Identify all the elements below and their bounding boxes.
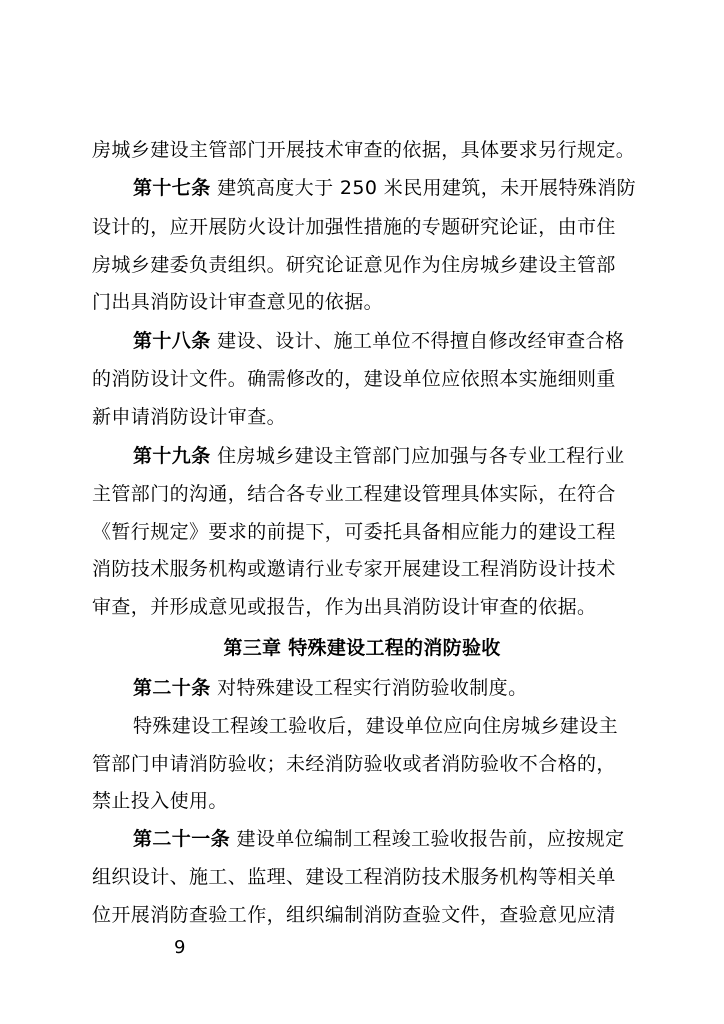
article-17-text: 建筑高度大于 250 米民用建筑，未开展特殊消防 [217,177,637,199]
article-18-line-1 [133,323,637,359]
article-21-text: 建设单位编制工程竣工验收报告前，应按规定 [236,828,625,850]
article-19-label: 第十九条 [133,445,211,467]
article-20-line-1 [133,670,637,706]
text-line: 位开展消防查验工作，组织编制消防查验文件，查验意见应清 [92,904,616,926]
text-line: 特殊建设工程竣工验收后，建设单位应向住房城乡建设主 [133,715,619,737]
article-21-line-1 [133,821,637,857]
text-line: 消防技术服务机构或邀请行业专家开展建设工程消防设计技术 [92,558,616,580]
article-19-line-1 [133,438,637,474]
text-line: 房城乡建委负责组织。研究论证意见作为住房城乡建设主管部 [92,254,616,276]
article-20-text: 对特殊建设工程实行消防验收制度。 [217,677,528,699]
article-18-text: 建设、设计、施工单位不得擅自修改经审查合格 [217,330,625,352]
article-21-label: 第二十一条 [133,828,231,850]
article-19-text: 住房城乡建设主管部门应加强与各专业工程行业 [217,445,625,467]
text-line: 组织设计、施工、监理、建设工程消防技术服务机构等相关单 [92,866,616,888]
text-line: 禁止投入使用。 [92,790,228,812]
article-17-label: 第十七条 [133,177,211,199]
article-20-label: 第二十条 [133,677,211,699]
text-line: 设计的，应开展防火设计加强性措施的专题研究论证，由市住 [92,216,616,238]
text-line: 审查，并形成意见或报告，作为出具消防设计审查的依据。 [92,596,597,618]
text-line: 新申请消防设计审查。 [92,406,287,428]
text-line: 的消防设计文件。确需修改的，建设单位应依照本实施细则重 [92,368,616,390]
article-17-line-1 [133,170,637,206]
text-line: 管部门申请消防验收；未经消防验收或者消防验收不合格的， [92,753,616,775]
text-line: 《暂行规定》要求的前提下，可委托具备相应能力的建设工程 [92,521,616,543]
page-number: 9 [174,937,186,958]
text-line: 主管部门的沟通，结合各专业工程建设管理具体实际，在符合 [92,483,616,505]
chapter-3-heading: 第三章 特殊建设工程的消防验收 [223,637,501,659]
text-line: 房城乡建设主管部门开展技术审查的依据，具体要求另行规定。 [92,139,636,161]
article-18-label: 第十八条 [133,330,211,352]
text-line: 门出具消防设计审查意见的依据。 [92,291,384,313]
